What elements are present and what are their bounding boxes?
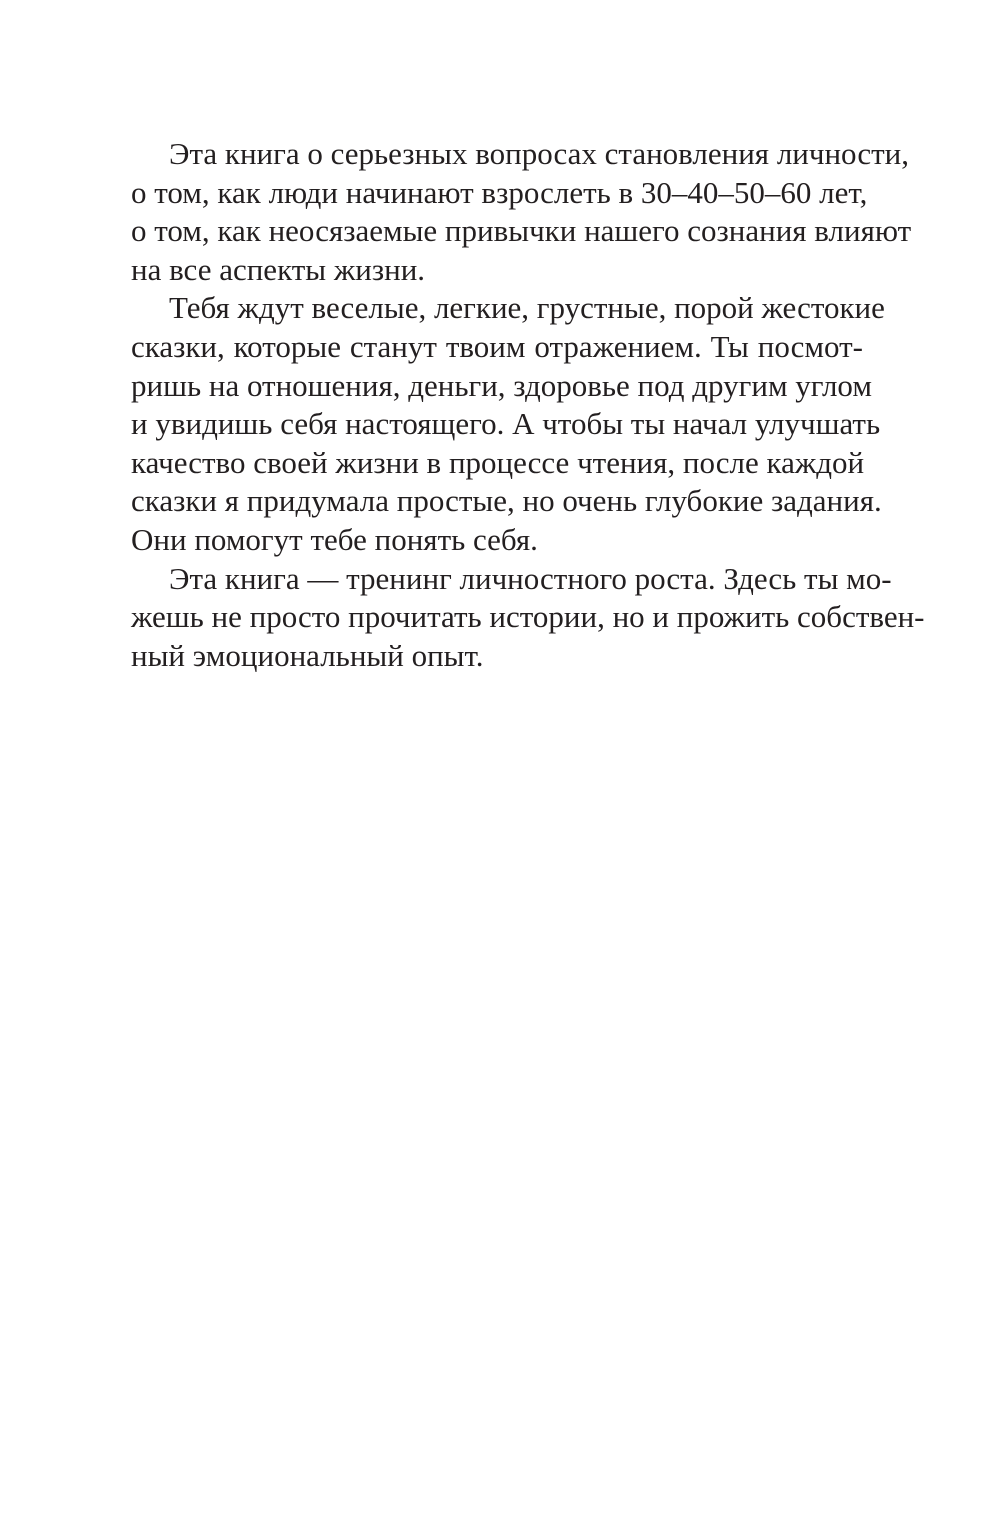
paragraph-2-line-1: Тебя ждут веселые, легкие, грустные, порой жестокие <box>169 290 885 326</box>
paragraph-1-line-2: о том, как люди начинают взрослеть в 30–40–50–60 лет, <box>131 174 868 210</box>
paragraph-2-line-4: и увидишь себя настоящего. А чтобы ты начал улучшать <box>131 406 881 442</box>
paragraph-2-line-7: Они помогут тебе понять себя. <box>131 521 538 557</box>
paragraph-1-line-4: на все аспекты жизни. <box>131 251 426 287</box>
paragraph-3-line-3: ный эмоциональный опыт. <box>131 637 484 673</box>
paragraph-2-line-3: ришь на отношения, деньги, здоровье под другим углом <box>131 367 872 403</box>
paragraph-1-line-1: Эта книга о серьезных вопросах становления личности, <box>169 136 909 171</box>
paragraph-3-line-1: Эта книга — тренинг личностного роста. Здесь ты мо- <box>169 560 892 596</box>
body-text <box>131 135 925 675</box>
paragraph-2-line-6: сказки я придумала простые, но очень глубокие задания. <box>131 483 882 519</box>
paragraph-3-line-2: жешь не просто прочитать истории, но и прожить собствен- <box>131 599 925 635</box>
paragraph-2-line-5: качество своей жизни в процессе чтения, после каждой <box>131 444 865 480</box>
paragraph-2-line-2: сказки, которые станут твоим отражением. Ты посмот- <box>131 328 863 364</box>
paragraph-1-line-3: о том, как неосязаемые привычки нашего сознания влияют <box>131 213 912 249</box>
